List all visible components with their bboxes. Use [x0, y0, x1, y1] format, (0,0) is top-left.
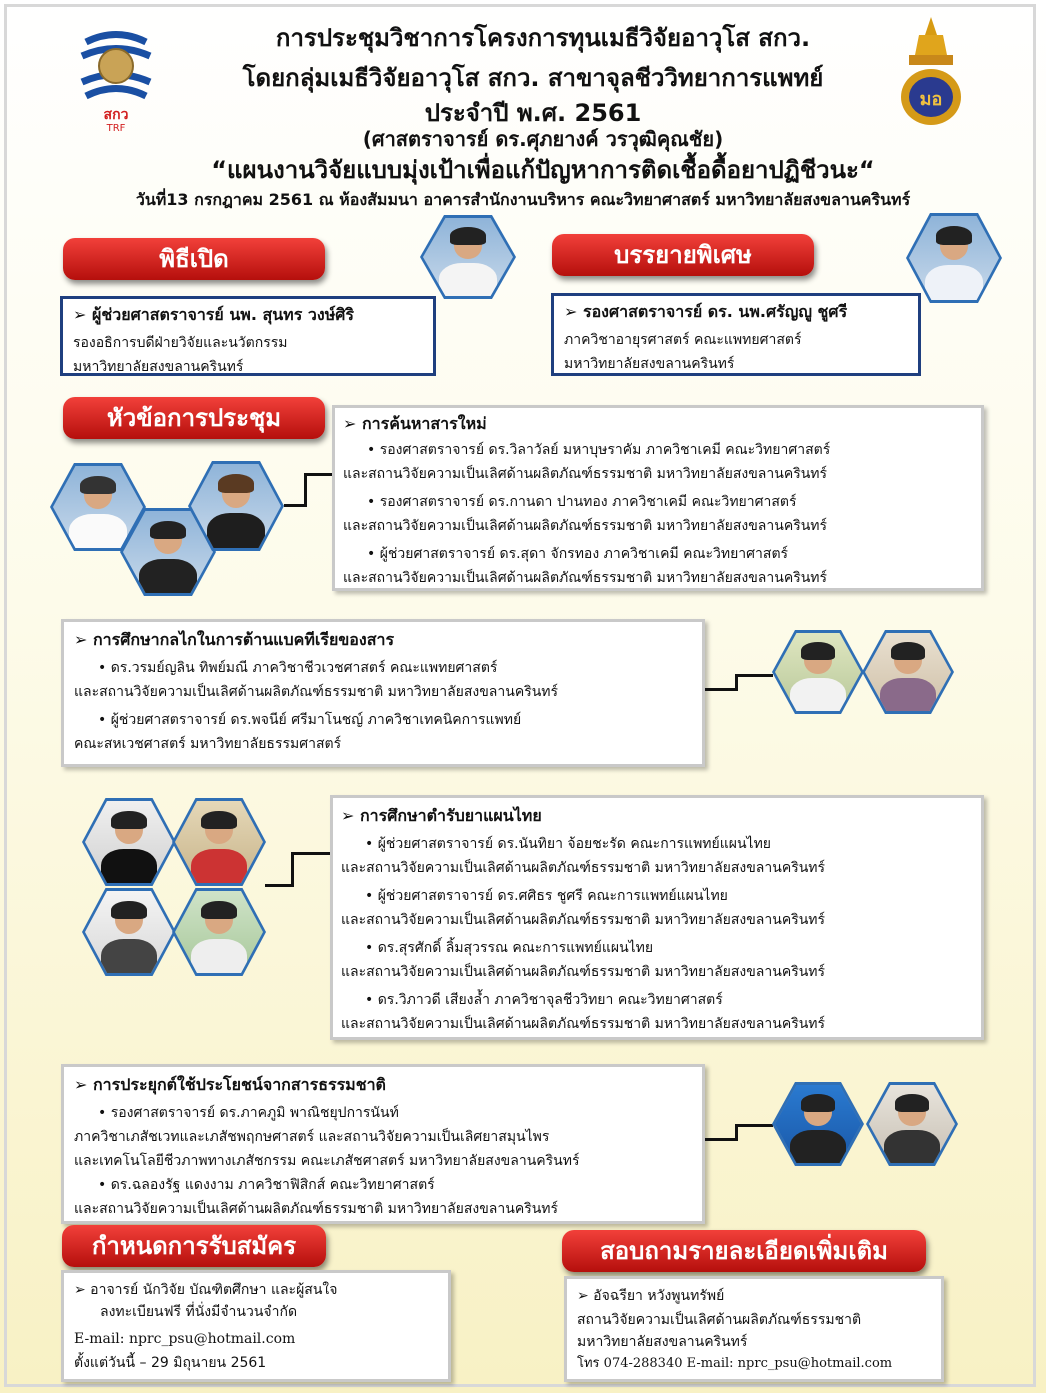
topic4-connector	[705, 1138, 737, 1141]
special-lecture-university: มหาวิทยาลัยสงขลานครินทร์	[564, 356, 735, 372]
registration-free: ลงทะเบียนฟรี ที่นั่งมีจำนวนจำกัด	[100, 1304, 298, 1320]
topic1-affiliation-1: และสถานวิจัยความเป็นเลิศด้านผลิตภัณฑ์ธรรมชาติ มหาวิทยาลัยสงขลานครินทร์	[343, 466, 828, 482]
topic3-affiliation-2: และสถานวิจัยความเป็นเลิศด้านผลิตภัณฑ์ธรรมชาติ มหาวิทยาลัยสงขลานครินทร์	[341, 912, 826, 928]
topic2-affiliation-2: คณะสหเวชศาสตร์ มหาวิทยาลัยธรรมศาสตร์	[74, 736, 342, 752]
contact-phone-email[interactable]: โทร 074-288340 E-mail: nprc_psu@hotmail.com	[577, 1356, 893, 1371]
topic4-affiliation-1a: ภาควิชาเภสัชเวทและเภสัชพฤกษศาสตร์ และสถานวิจัยความเป็นเลิศยาสมุนไพร	[74, 1129, 550, 1145]
topic1-affiliation-3: และสถานวิจัยความเป็นเลิศด้านผลิตภัณฑ์ธรรมชาติ มหาวิทยาลัยสงขลานครินทร์	[343, 570, 828, 586]
header-line-1: การประชุมวิชาการโครงการทุนเมธีวิจัยอาวุโส สกว.	[275, 24, 811, 52]
opening-box	[60, 296, 436, 376]
topic1-connector-v	[304, 473, 307, 507]
topic4-box	[61, 1064, 705, 1224]
header-date-venue: วันที่13 กรกฎาคม 2561 ณ ห้องสัมมนา อาคารสำนักงานบริหาร คณะวิทยาศาสตร์ มหาวิทยาลัยสงขลานครินทร์	[135, 190, 911, 209]
topics-label: หัวข้อการประชุม	[63, 397, 325, 439]
topic3-affiliation-1: และสถานวิจัยความเป็นเลิศด้านผลิตภัณฑ์ธรรมชาติ มหาวิทยาลัยสงขลานครินทร์	[341, 860, 826, 876]
topic1-speaker-2: • รองศาสตราจารย์ ดร.กานดา ปานทอง ภาควิชาเคมี คณะวิทยาศาสตร์	[367, 494, 797, 510]
header-line-4: (ศาสตราจารย์ ดร.ศุภยางค์ วรวุฒิคุณชัย)	[362, 127, 724, 151]
special-lecture-box	[551, 293, 921, 376]
topic3-speaker-2: • ผู้ช่วยศาสตราจารย์ ดร.ศศิธร ชูศรี คณะการแพทย์แผนไทย	[365, 888, 728, 904]
topic2-title: ➢ การศึกษากลไกในการต้านแบคทีเรียของสาร	[74, 630, 395, 649]
contact-university: มหาวิทยาลัยสงขลานครินทร์	[577, 1334, 748, 1350]
topic2-connector	[705, 688, 737, 691]
topic3-speaker-3: • ดร.สุรศักดิ์ ลิ้มสุวรรณ คณะการแพทย์แผนไทย	[365, 940, 654, 956]
topic4-speaker-2: • ดร.ฉลองรัฐ แดงงาม ภาควิชาฟิสิกส์ คณะวิทยาศาสตร์	[98, 1177, 435, 1193]
registration-audience: ➢ อาจารย์ นักวิจัย บัณฑิตศึกษา และผู้สนใจ	[74, 1282, 338, 1298]
topic1-box	[332, 405, 984, 591]
topic1-connector-h	[304, 473, 334, 476]
topic2-connector-h	[735, 674, 773, 677]
topic3-affiliation-3: และสถานวิจัยความเป็นเลิศด้านผลิตภัณฑ์ธรรมชาติ มหาวิทยาลัยสงขลานครินทร์	[341, 964, 826, 980]
topic1-title: ➢ การค้นหาสารใหม่	[343, 414, 487, 433]
topic3-connector-h	[291, 852, 333, 855]
topic4-affiliation-2: และสถานวิจัยความเป็นเลิศด้านผลิตภัณฑ์ธรรมชาติ มหาวิทยาลัยสงขลานครินทร์	[74, 1201, 559, 1217]
opening-label: พิธีเปิด	[63, 238, 325, 280]
topic4-speaker-1: • รองศาสตราจารย์ ดร.ภาคภูมิ พาณิชยุปการนันท์	[98, 1105, 399, 1121]
header-line-3: ประจำปี พ.ศ. 2561	[424, 99, 642, 127]
topic3-speaker-1: • ผู้ช่วยศาสตราจารย์ ดร.นันทิยา จ้อยชะรัด คณะการแพทย์แผนไทย	[365, 836, 772, 852]
registration-box	[61, 1270, 451, 1382]
topic3-box	[330, 795, 984, 1040]
contact-institute: สถานวิจัยความเป็นเลิศด้านผลิตภัณฑ์ธรรมชาติ	[577, 1312, 862, 1328]
special-lecture-name: ➢ รองศาสตราจารย์ ดร. นพ.ศรัญญู ชูศรี	[564, 302, 848, 321]
opening-name: ➢ ผู้ช่วยศาสตราจารย์ นพ. สุนทร วงษ์ศิริ	[73, 305, 354, 324]
topic2-affiliation-1: และสถานวิจัยความเป็นเลิศด้านผลิตภัณฑ์ธรรมชาติ มหาวิทยาลัยสงขลานครินทร์	[74, 684, 559, 700]
special-lecture-label: บรรยายพิเศษ	[552, 234, 814, 276]
header-title: “แผนงานวิจัยแบบมุ่งเป้าเพื่อแก้ปัญหาการติดเชื้อดื้อยาปฏิชีวนะ“	[211, 156, 875, 184]
special-lecture-department: ภาควิชาอายุรศาสตร์ คณะแพทยศาสตร์	[564, 332, 802, 348]
topic3-connector	[265, 884, 293, 887]
opening-university: มหาวิทยาลัยสงขลานครินทร์	[73, 359, 244, 375]
topic1-speaker-3: • ผู้ช่วยศาสตราจารย์ ดร.สุดา จักรทอง ภาควิชาเคมี คณะวิทยาศาสตร์	[367, 546, 789, 562]
svg-text:TRF: TRF	[106, 123, 126, 132]
registration-label: กำหนดการรับสมัคร	[62, 1225, 326, 1267]
registration-deadline: ตั้งแต่วันนี้ – 29 มิถุนายน 2561	[74, 1355, 267, 1371]
topic4-title: ➢ การประยุกต์ใช้ประโยชน์จากสารธรรมชาติ	[74, 1075, 386, 1094]
topic4-connector-h	[735, 1124, 773, 1127]
topic3-affiliation-4: และสถานวิจัยความเป็นเลิศด้านผลิตภัณฑ์ธรรมชาติ มหาวิทยาลัยสงขลานครินทร์	[341, 1016, 826, 1032]
topic2-speaker-1: • ดร.วรมย์ญลิน ทิพย์มณี ภาควิชาชีวเวชศาสตร์ คณะแพทยศาสตร์	[98, 660, 498, 676]
topic3-title: ➢ การศึกษาตำรับยาแผนไทย	[341, 806, 542, 825]
topic2-speaker-2: • ผู้ช่วยศาสตราจารย์ ดร.พจนีย์ ศรีมาโนชญ์ ภาควิชาเทคนิคการแพทย์	[98, 712, 522, 728]
topic1-affiliation-2: และสถานวิจัยความเป็นเลิศด้านผลิตภัณฑ์ธรรมชาติ มหาวิทยาลัยสงขลานครินทร์	[343, 518, 828, 534]
topic4-affiliation-1b: และเทคโนโลยีชีวภาพทางเภสัชกรรม คณะเภสัชศาสตร์ มหาวิทยาลัยสงขลานครินทร์	[74, 1153, 580, 1169]
topic3-speaker-4: • ดร.วิภาวดี เสียงล้ำ ภาควิชาจุลชีววิทยา คณะวิทยาศาสตร์	[365, 992, 723, 1008]
svg-text:สกว: สกว	[103, 107, 129, 123]
svg-text:มอ: มอ	[919, 89, 943, 110]
contact-label: สอบถามรายละเอียดเพิ่มเติม	[562, 1230, 926, 1272]
topic2-box	[61, 619, 705, 767]
header-line-2: โดยกลุ่มเมธีวิจัยอาวุโส สกว. สาขาจุลชีววิทยาการแพทย์	[242, 64, 824, 92]
topic3-connector-v	[291, 852, 294, 887]
topic1-speaker-1: • รองศาสตราจารย์ ดร.วิลาวัลย์ มหาบุษราคัม ภาควิชาเคมี คณะวิทยาศาสตร์	[367, 442, 831, 458]
opening-position: รองอธิการบดีฝ่ายวิจัยและนวัตกรรม	[73, 335, 288, 351]
contact-box	[564, 1276, 944, 1382]
registration-email[interactable]: E-mail: nprc_psu@hotmail.com	[74, 1331, 296, 1347]
topic1-connector	[284, 504, 306, 507]
contact-person: ➢ อัจฉรียา หวังพูนทรัพย์	[577, 1288, 725, 1304]
